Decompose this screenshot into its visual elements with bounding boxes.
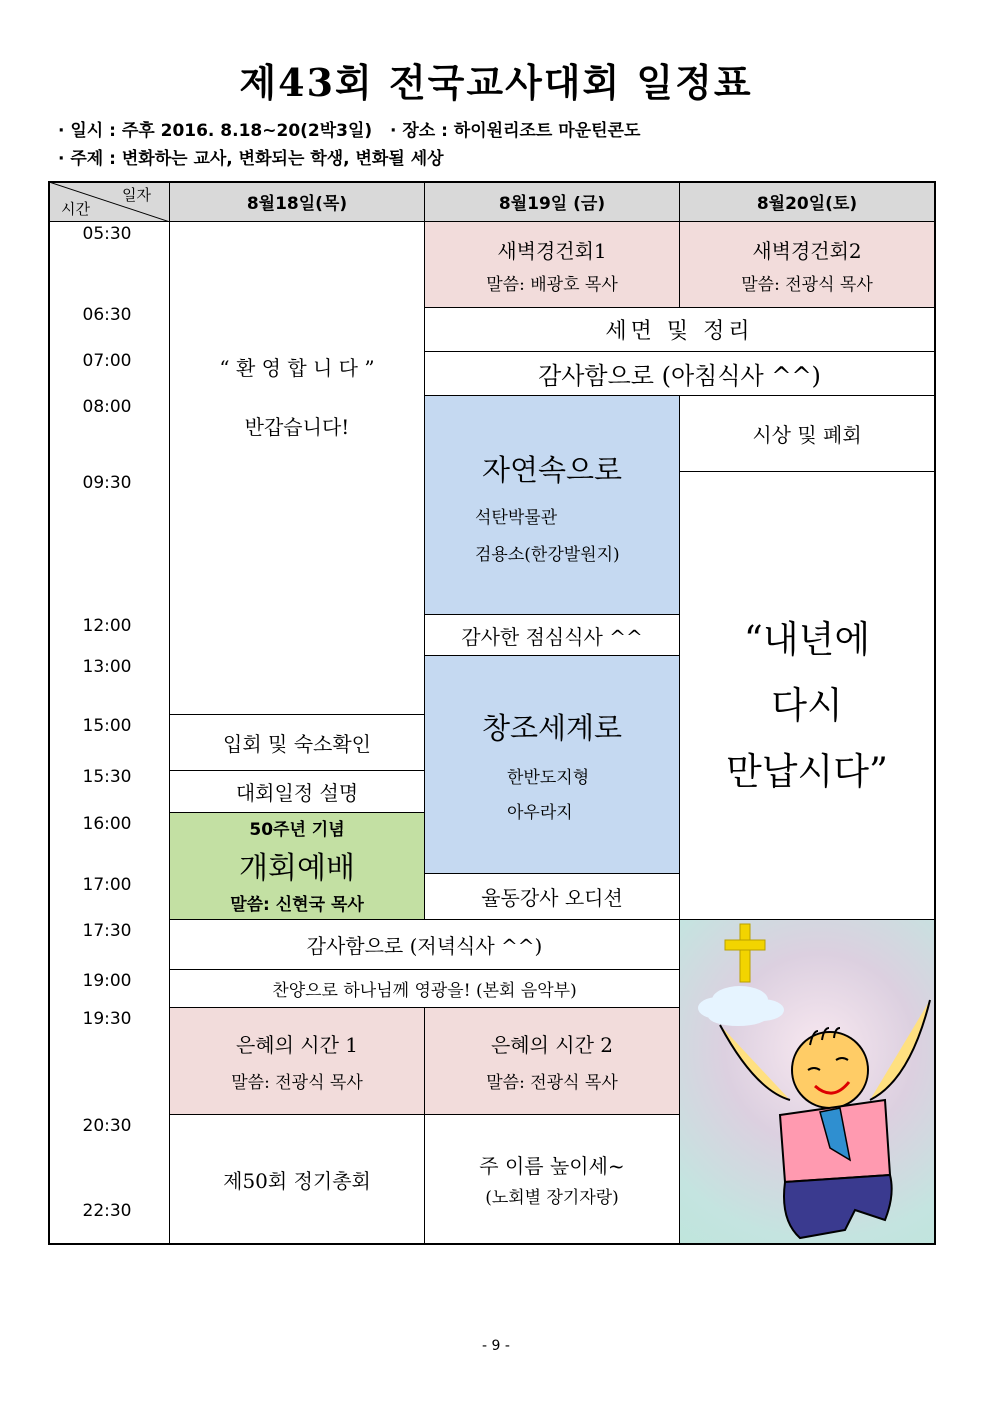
time-label: 19:30: [82, 1009, 132, 1029]
grace2-title: 은혜의 시간 2: [490, 1033, 614, 1057]
creation-item: 한반도지형: [507, 768, 590, 788]
time-label: 16:00: [82, 814, 132, 834]
day2-lunch: 감사한 점심식사 ^^: [425, 615, 680, 656]
page-number: - 9 -: [482, 1338, 510, 1354]
nature-item: 석탄박물관: [475, 508, 558, 528]
worship-title: 개회예배: [239, 851, 355, 886]
header-day3: 8월20일(토): [680, 182, 935, 222]
grace1-speaker: 말씀: 전광식 목사: [231, 1073, 363, 1093]
time-label: 05:30: [82, 224, 132, 244]
praise-subtitle: (노회별 장기자랑): [485, 1188, 619, 1208]
welcome-subtext: 반갑습니다!: [244, 415, 350, 439]
page-title: 제43회 전국교사대회 일정표: [239, 60, 753, 105]
day1-general-assembly: 제50회 정기총회: [170, 1115, 425, 1244]
time-label: 08:00: [82, 397, 132, 417]
time-label: 06:30: [82, 305, 132, 325]
table-frame: [48, 181, 936, 1245]
time-label: 19:00: [82, 971, 132, 991]
praise-title: 주 이름 높이세~: [479, 1154, 625, 1178]
day2-audition: 율동강사 오디션: [425, 874, 680, 920]
nature-item: 검용소(한강발원지): [475, 545, 620, 565]
header-day1: 8월18일(목): [170, 182, 425, 222]
day1-orientation: 대회일정 설명: [170, 771, 425, 813]
grace1-title: 은혜의 시간 1: [235, 1033, 359, 1057]
corner-label-time: 시간: [61, 200, 90, 218]
day3-awards-closing: 시상 및 폐회: [680, 396, 935, 472]
time-label: 12:00: [82, 616, 132, 636]
dawn2-speaker: 말씀: 전광식 목사: [741, 274, 873, 295]
time-label: 22:30: [82, 1201, 132, 1221]
dawn2-title: 새벽경건회2: [752, 238, 862, 263]
grace2-speaker: 말씀: 전광식 목사: [486, 1073, 618, 1093]
breakfast-row: 감사함으로 (아침식사 ^^): [425, 352, 935, 396]
wash-row: 세면 및 정리: [425, 308, 935, 352]
time-label: 15:30: [82, 767, 132, 787]
time-label: 07:00: [82, 351, 132, 371]
dawn1-speaker: 말씀: 배광호 목사: [486, 274, 618, 295]
worship-anniversary: 50주년 기념: [249, 820, 345, 840]
time-label: 15:00: [82, 716, 132, 736]
time-label: 17:30: [82, 921, 132, 941]
farewell-line: “내년에: [743, 617, 871, 661]
welcome-text: “ 환 영 합 니 다 ”: [219, 356, 375, 380]
header-day2: 8월19일 (금): [425, 182, 680, 222]
nature-title: 자연속으로: [481, 453, 623, 487]
time-label: 13:00: [82, 657, 132, 677]
creation-item: 아우라지: [507, 803, 573, 823]
creation-title: 창조세계로: [481, 711, 623, 745]
dawn1-title: 새벽경건회1: [497, 238, 607, 263]
info-date-place: · 일시 : 주후 2016. 8.18~20(2박3일) · 장소 : 하이원리조트 마운틴콘도: [58, 121, 641, 141]
day1-checkin: 입회 및 숙소확인: [170, 715, 425, 771]
info-theme: · 주제 : 변화하는 교사, 변화되는 학생, 변화될 세상: [58, 149, 444, 169]
farewell-line: 다시: [771, 683, 843, 727]
dinner-row: 감사함으로 (저녁식사 ^^): [170, 920, 680, 970]
time-label: 20:30: [82, 1116, 132, 1136]
time-label: 09:30: [82, 473, 132, 493]
corner-label-date: 일자: [122, 186, 151, 204]
worship-speaker: 말씀: 신현국 목사: [230, 895, 364, 915]
concert-row: 찬양으로 하나님께 영광을! (본회 음악부): [170, 970, 680, 1008]
time-label: 17:00: [82, 875, 132, 895]
farewell-line: 만납시다”: [726, 749, 888, 793]
